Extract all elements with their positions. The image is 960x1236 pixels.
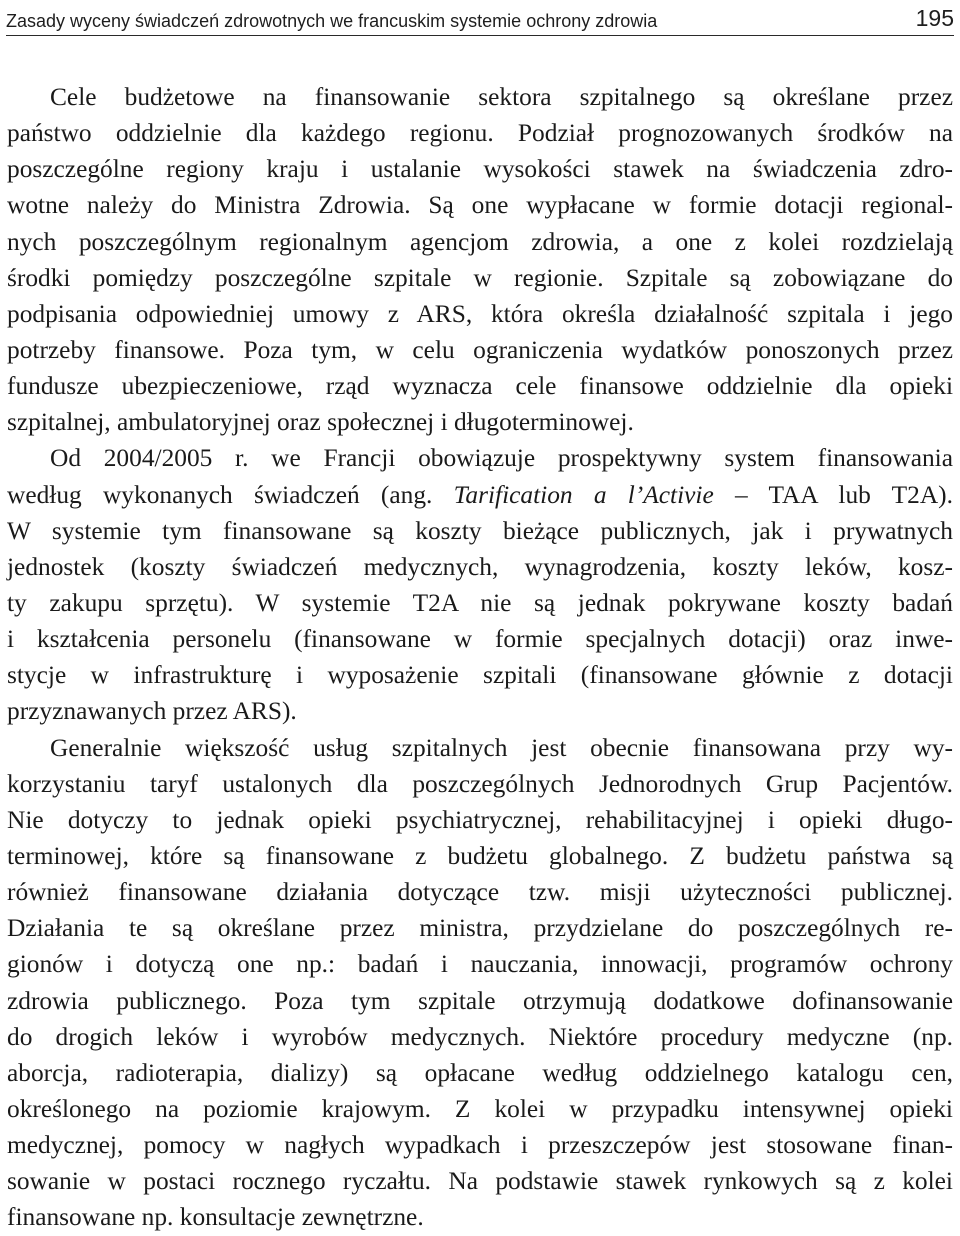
running-header <box>6 4 954 36</box>
text-line: Działania te są określane przez ministra, przydzielane do poszczególnych re- <box>7 914 953 943</box>
text-line: terminowej, które są finansowane z budżetu globalnego. Z budżetu państwa są <box>7 841 953 870</box>
text-line: Od 2004/2005 r. we Francji obowiązuje prospektywny system finansowania <box>50 444 953 473</box>
text-line: i kształcenia personelu (finansowane w formie specjalnych dotacji) oraz inwe- <box>7 625 953 654</box>
text-segment: – TAA lub T2A). <box>713 480 953 509</box>
text-line: stycje w infrastrukturę i wyposażenie szpitali (finansowane głównie z dotacji <box>7 661 953 690</box>
text-line: jednostek (koszty świadczeń medycznych, wynagrodzenia, koszty leków, kosz- <box>7 552 953 581</box>
text-line: sowanie w postaci rocznego ryczałtu. Na podstawie stawek rynkowych są z kolei <box>7 1167 953 1196</box>
text-line: poszczególne regiony kraju i ustalanie wysokości stawek na świadczenia zdro- <box>7 155 953 184</box>
italic-term: Tarification a l’Activie <box>453 480 714 509</box>
text-line: Nie dotyczy to jednak opieki psychiatrycznej, rehabilitacyjnej i opieki długo- <box>7 805 953 834</box>
text-line: Generalnie większość usług szpitalnych jest obecnie finansowana przy wy- <box>50 733 953 762</box>
text-line: finansowane np. konsultacje zewnętrzne. <box>7 1203 424 1232</box>
paragraph <box>7 440 953 729</box>
text-line <box>7 477 953 513</box>
text-line: ty zakupu sprzętu). W systemie T2A nie są jednak pokrywane koszty badań <box>7 588 953 617</box>
text-line: podpisania odpowiedniej umowy z ARS, która określa działalność szpitala i jego <box>7 299 953 328</box>
text-line: fundusze ubezpieczeniowe, rząd wyznacza cele finansowe oddzielnie dla opieki <box>7 372 953 401</box>
text-line: korzystaniu taryf ustalonych dla poszczególnych Jednorodnych Grup Pacjentów. <box>7 769 953 798</box>
paragraph <box>7 79 953 440</box>
text-line: państwo oddzielnie dla każdego regionu. Podział prognozowanych środków na <box>7 119 953 148</box>
text-line: gionów i dotyczą one np.: badań i nauczania, innowacji, programów ochrony <box>7 950 953 979</box>
text-line: wotne należy do Ministra Zdrowia. Są one wypłacane w formie dotacji regional- <box>7 191 953 220</box>
text-line: nych poszczególnym regionalnym agencjom zdrowia, a one z kolei rozdzielają <box>7 227 953 256</box>
text-segment: według wykonanych świadczeń (ang. <box>7 480 454 509</box>
text-line: aborcja, radioterapia, dializy) są opłacane według oddzielnego katalogu cen, <box>7 1058 953 1087</box>
text-line: medycznej, pomocy w nagłych wypadkach i przeszczepów jest stosowane finan- <box>7 1131 953 1160</box>
text-line: W systemie tym finansowane są koszty bieżące publicznych, jak i prywatnych <box>7 516 953 545</box>
text-line: określonego na poziomie krajowym. Z kolei w przypadku intensywnej opieki <box>7 1094 953 1123</box>
text-line: do drogich leków i wyrobów medycznych. Niektóre procedury medyczne (np. <box>7 1022 953 1051</box>
text-line: potrzeby finansowe. Poza tym, w celu ograniczenia wydatków ponoszonych przez <box>7 335 953 364</box>
running-header-title: Zasady wyceny świadczeń zdrowotnych we francuskim systemie ochrony zdrowia <box>6 11 658 31</box>
text-line: również finansowane działania dotyczące tzw. misji użyteczności publicznej. <box>7 878 953 907</box>
page-number: 195 <box>915 5 954 31</box>
body-text <box>7 79 953 1236</box>
text-line: szpitalnej, ambulatoryjnej oraz społecznej i długoterminowej. <box>7 408 634 437</box>
text-line: Cele budżetowe na finansowanie sektora szpitalnego są określane przez <box>50 83 953 111</box>
paragraph <box>7 730 953 1236</box>
text-line: środki pomiędzy poszczególne szpitale w regionie. Szpitale są zobowiązane do <box>7 263 953 292</box>
text-line: zdrowia publicznego. Poza tym szpitale otrzymują dodatkowe dofinansowanie <box>7 986 953 1015</box>
text-line: przyznawanych przez ARS). <box>7 697 297 726</box>
